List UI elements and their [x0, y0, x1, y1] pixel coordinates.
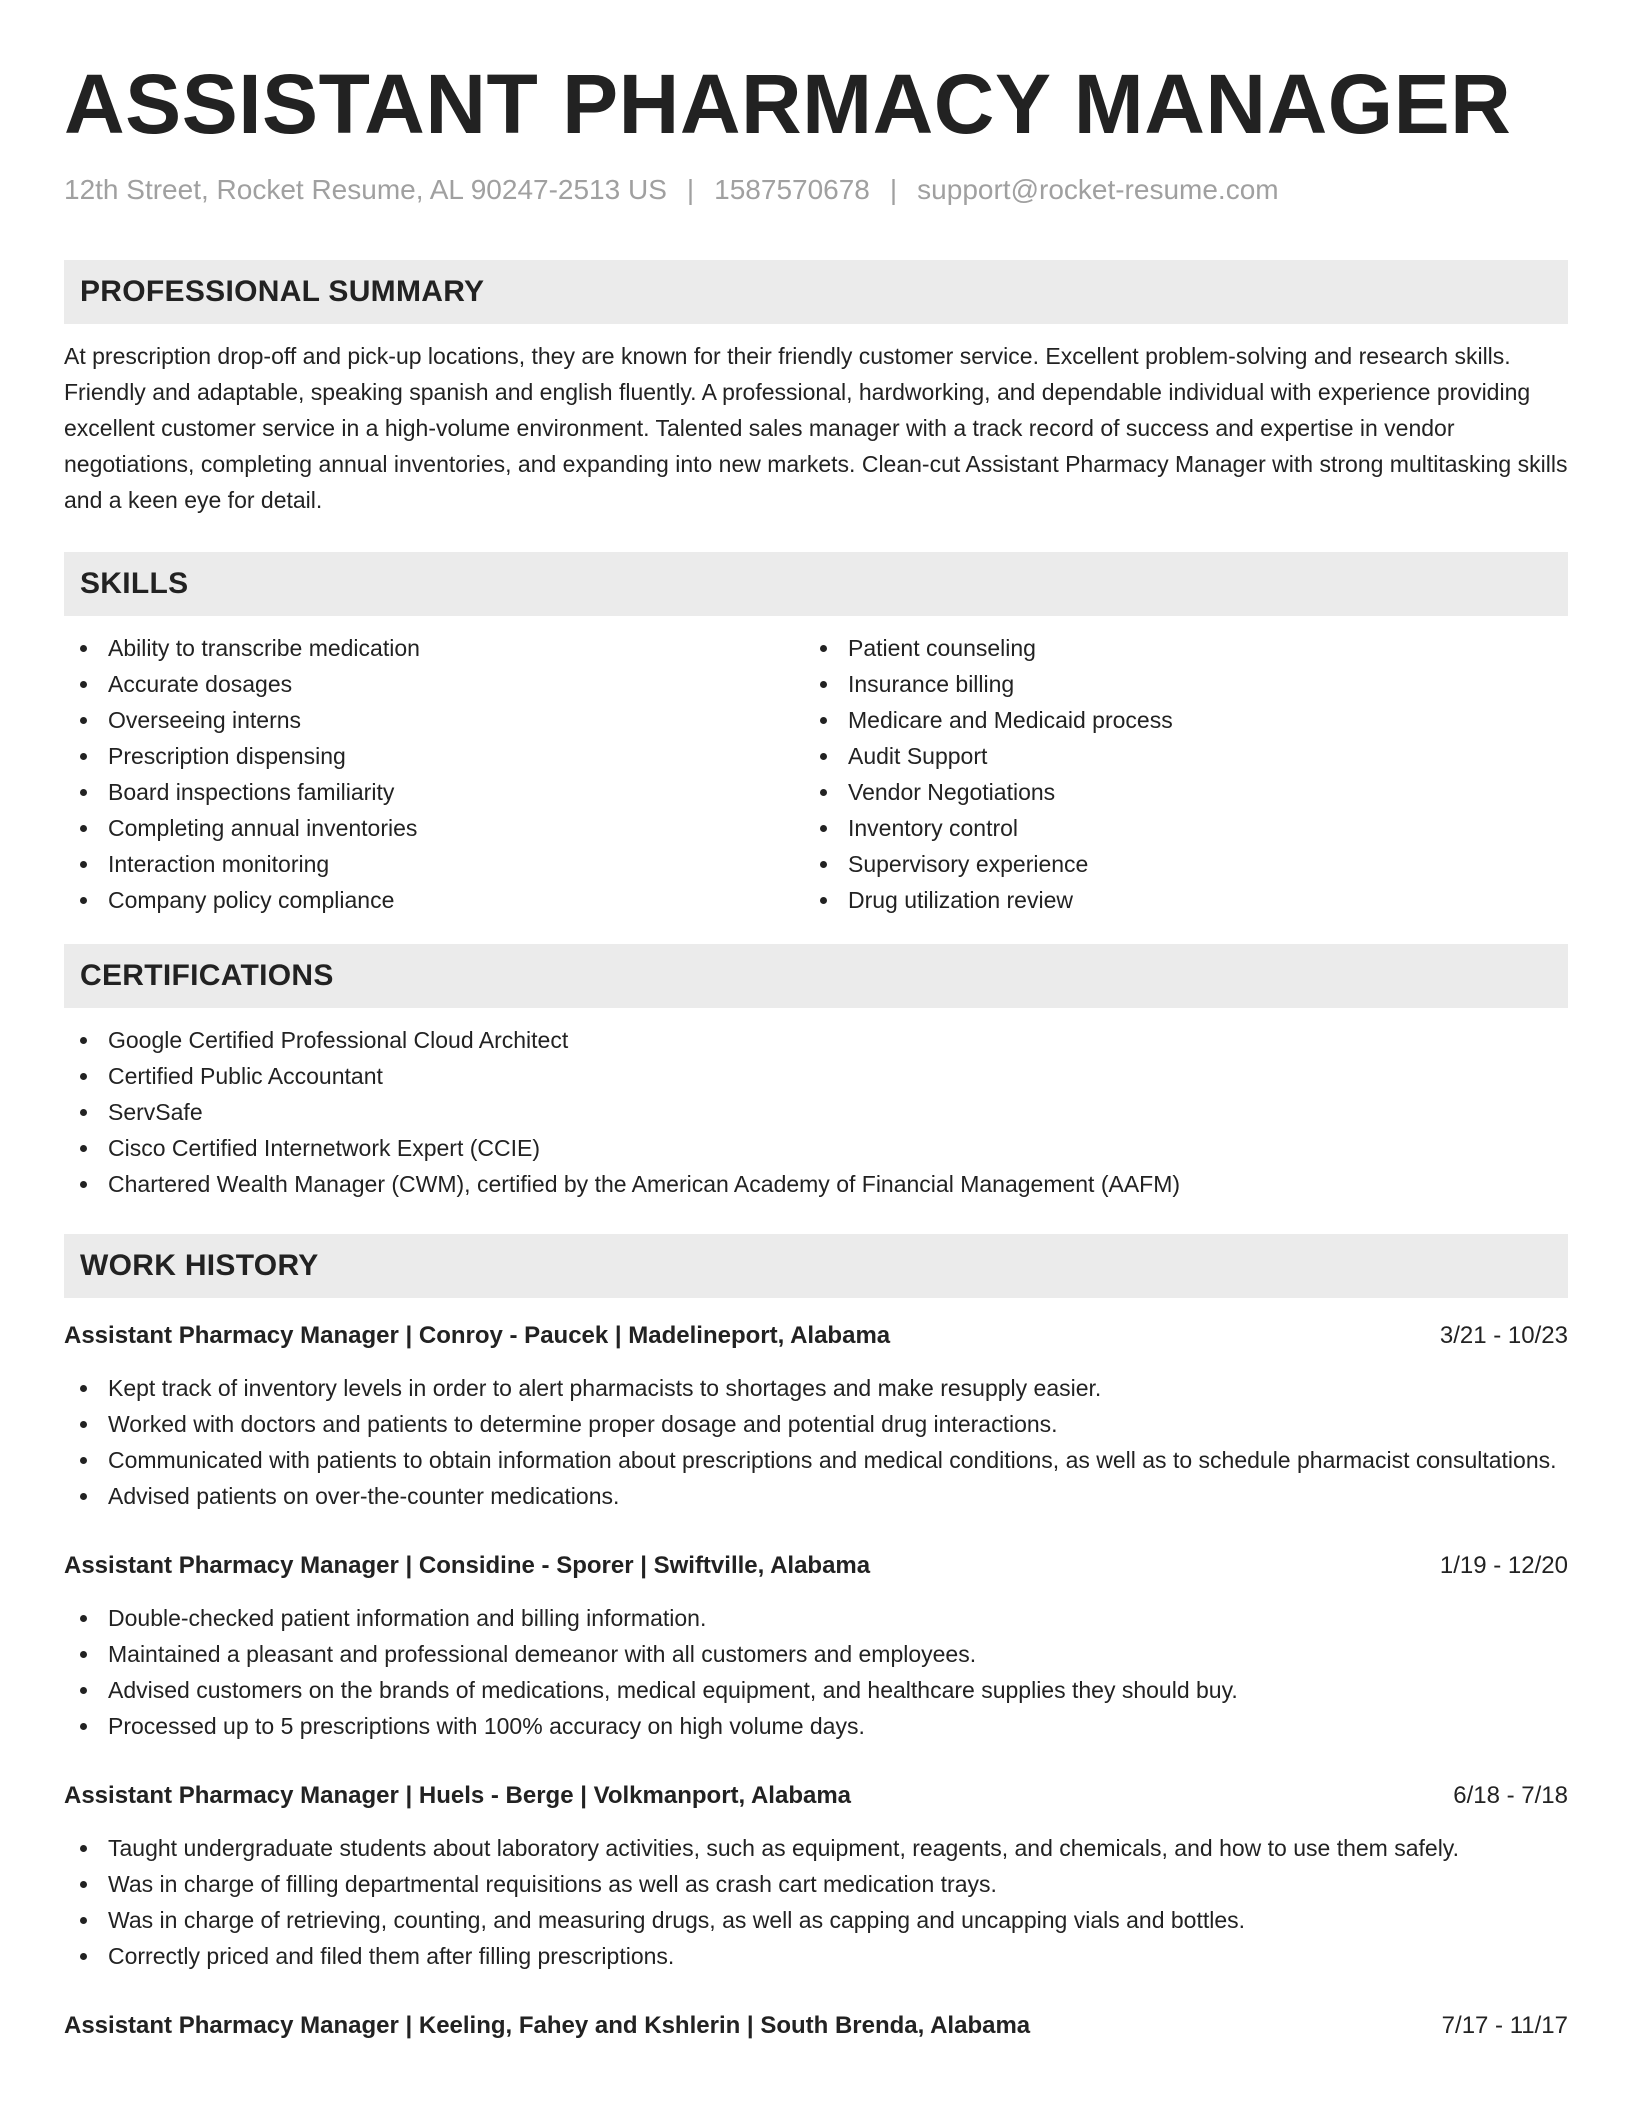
- job-bullet: Advised customers on the brands of medications, medical equipment, and healthcare supplies they should buy.: [64, 1672, 1568, 1708]
- skills-left-list: [64, 630, 804, 918]
- skill-item: Medicare and Medicaid process: [804, 702, 1544, 738]
- job-header: [64, 1318, 1568, 1354]
- certification-item: Chartered Wealth Manager (CWM), certified by the American Academy of Financial Management (AAFM): [64, 1166, 1568, 1202]
- job-title: Assistant Pharmacy Manager | Huels - Berge | Volkmanport, Alabama: [64, 1782, 852, 1809]
- section-heading-work-history: WORK HISTORY: [64, 1234, 1568, 1298]
- job-header: [64, 2008, 1568, 2044]
- job-entry: [64, 1778, 1568, 1974]
- contact-email: support@rocket-resume.com: [917, 174, 1279, 205]
- job-entry: [64, 1318, 1568, 1514]
- job-bullet: Was in charge of retrieving, counting, and measuring drugs, as well as capping and uncapping vials and bottles.: [64, 1902, 1568, 1938]
- resume-name: ASSISTANT PHARMACY MANAGER: [64, 57, 1512, 151]
- skill-item: Company policy compliance: [64, 882, 804, 918]
- job-bullet: Processed up to 5 prescriptions with 100% accuracy on high volume days.: [64, 1708, 1568, 1744]
- job-header: [64, 1548, 1568, 1584]
- skill-item: Drug utilization review: [804, 882, 1544, 918]
- job-dates: 1/19 - 12/20: [1439, 1552, 1568, 1579]
- contact-address: 12th Street, Rocket Resume, AL 90247-2513 US: [64, 174, 667, 205]
- job-bullets: [64, 1830, 1568, 1974]
- job-bullet: Double-checked patient information and billing information.: [64, 1600, 1568, 1636]
- certifications-list: [64, 1022, 1568, 1202]
- job-bullet: Kept track of inventory levels in order to alert pharmacists to shortages and make resupply easier.: [64, 1370, 1568, 1406]
- job-dates: 3/21 - 10/23: [1439, 1322, 1568, 1349]
- job-title: Assistant Pharmacy Manager | Keeling, Fahey and Kshlerin | South Brenda, Alabama: [64, 2012, 1031, 2039]
- contact-separator: |: [686, 174, 695, 205]
- job-dates: 6/18 - 7/18: [1453, 1782, 1568, 1809]
- section-heading-certifications: CERTIFICATIONS: [64, 944, 1568, 1008]
- skills-right-list: [804, 630, 1544, 918]
- job-bullet: Advised patients on over-the-counter medications.: [64, 1478, 1568, 1514]
- certification-item: Certified Public Accountant: [64, 1058, 1568, 1094]
- job-bullets: [64, 1370, 1568, 1514]
- job-bullet: Communicated with patients to obtain information about prescriptions and medical conditions, as well as to schedule pharmacist consultations.: [64, 1442, 1568, 1478]
- skill-item: Interaction monitoring: [64, 846, 804, 882]
- certification-item: ServSafe: [64, 1094, 1568, 1130]
- certification-item: Google Certified Professional Cloud Architect: [64, 1022, 1568, 1058]
- skill-item: Patient counseling: [804, 630, 1544, 666]
- skill-item: Inventory control: [804, 810, 1544, 846]
- skill-item: Ability to transcribe medication: [64, 630, 804, 666]
- contact-line: [64, 172, 1568, 208]
- skill-item: Insurance billing: [804, 666, 1544, 702]
- job-bullet: Was in charge of filling departmental requisitions as well as crash cart medication trays.: [64, 1866, 1568, 1902]
- contact-separator: |: [889, 174, 898, 205]
- certification-item: Cisco Certified Internetwork Expert (CCIE): [64, 1130, 1568, 1166]
- job-bullet: Correctly priced and filed them after filling prescriptions.: [64, 1938, 1568, 1974]
- job-bullet: Maintained a pleasant and professional demeanor with all customers and employees.: [64, 1636, 1568, 1672]
- section-heading-skills: SKILLS: [64, 552, 1568, 616]
- contact-phone: 1587570678: [714, 174, 870, 205]
- skill-item: Accurate dosages: [64, 666, 804, 702]
- job-entry: [64, 2008, 1568, 2044]
- job-header: [64, 1778, 1568, 1814]
- skill-item: Audit Support: [804, 738, 1544, 774]
- skill-item: Completing annual inventories: [64, 810, 804, 846]
- skill-item: Supervisory experience: [804, 846, 1544, 882]
- summary-text: At prescription drop-off and pick-up locations, they are known for their friendly customer service. Excellent problem-solving and research skills. Friendly and adaptable, speaking spanish and english fluently. A professional, hardworking, and dependable individual with experience providing excellent customer service in a high-volume environment. Talented sales manager with a track record of success and expertise in vendor negotiations, completing annual inventories, and expanding into new markets. Clean-cut Assistant Pharmacy Manager with strong multitasking skills and a keen eye for detail.: [64, 343, 1568, 513]
- skill-item: Prescription dispensing: [64, 738, 804, 774]
- job-title: Assistant Pharmacy Manager | Considine - Sporer | Swiftville, Alabama: [64, 1552, 871, 1579]
- job-bullet: Taught undergraduate students about laboratory activities, such as equipment, reagents, and chemicals, and how to use them safely.: [64, 1830, 1568, 1866]
- skill-item: Overseeing interns: [64, 702, 804, 738]
- skill-item: Board inspections familiarity: [64, 774, 804, 810]
- job-bullets: [64, 1600, 1568, 1744]
- section-heading-summary: PROFESSIONAL SUMMARY: [64, 260, 1568, 324]
- job-bullet: Worked with doctors and patients to determine proper dosage and potential drug interactions.: [64, 1406, 1568, 1442]
- job-entry: [64, 1548, 1568, 1744]
- job-dates: 7/17 - 11/17: [1441, 2012, 1568, 2039]
- skill-item: Vendor Negotiations: [804, 774, 1544, 810]
- job-title: Assistant Pharmacy Manager | Conroy - Paucek | Madelineport, Alabama: [64, 1322, 891, 1349]
- skills-columns: [64, 630, 1568, 918]
